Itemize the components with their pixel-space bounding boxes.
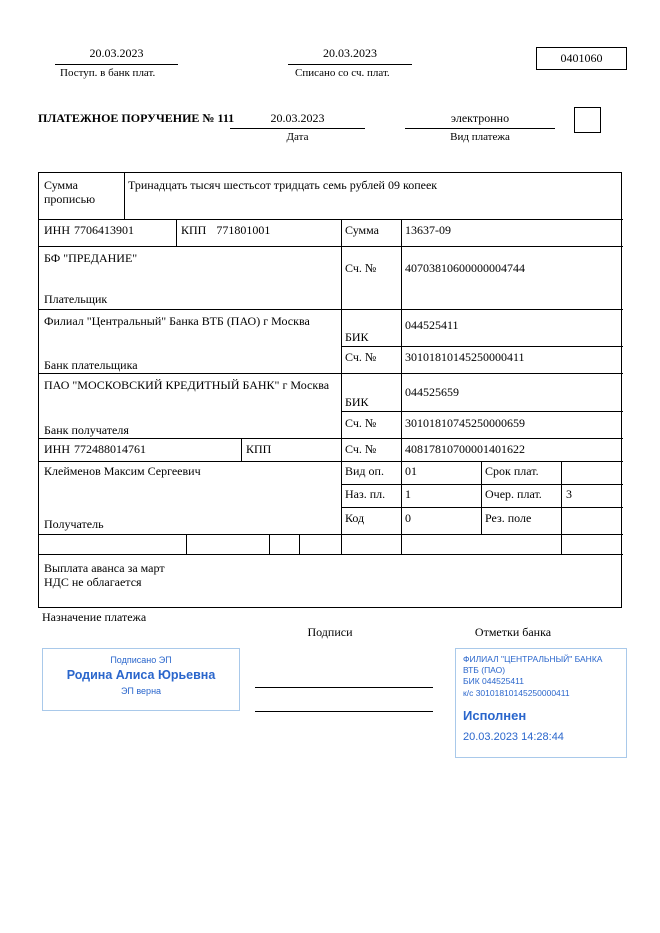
grid-line-v bbox=[176, 219, 177, 246]
payee-inn bbox=[44, 443, 146, 457]
grid-line-h bbox=[341, 346, 623, 347]
signatures-label: Подписи bbox=[307, 625, 353, 639]
grid-line-h bbox=[39, 219, 623, 220]
signature-stamp-bottom: ЭП верна bbox=[120, 686, 162, 696]
payer-kpp-label: КПП bbox=[181, 223, 207, 237]
payment-order-table bbox=[38, 172, 622, 608]
bank-stamp-branch-2: ВТБ (ПАО) bbox=[463, 665, 506, 676]
payer-account: 40703810600000004744 bbox=[405, 261, 525, 275]
grid-line-h bbox=[341, 484, 623, 485]
payer-bank-section-label: Банк плательщика bbox=[44, 358, 138, 372]
signature-stamp bbox=[42, 648, 240, 711]
amount-words-label-2: прописью bbox=[44, 192, 96, 206]
payer-kpp-value: 771801001 bbox=[216, 223, 271, 237]
payee-bank-bik-label: БИК bbox=[345, 395, 369, 409]
doc-date-label: Дата bbox=[286, 131, 309, 143]
sum-label: Сумма bbox=[345, 223, 379, 237]
grid-line-h bbox=[39, 554, 623, 555]
payee-bank-account-label: Сч. № bbox=[345, 416, 377, 430]
naz-pl-value: 1 bbox=[405, 487, 411, 501]
vid-op-value: 01 bbox=[405, 464, 417, 478]
grid-line-v bbox=[401, 219, 402, 554]
grid-line-v bbox=[186, 534, 187, 554]
payer-bank-account-label: Сч. № bbox=[345, 350, 377, 364]
payer-inn-value: 7706413901 bbox=[74, 223, 134, 237]
debited-date-line bbox=[288, 64, 412, 65]
payee-kpp-label: КПП bbox=[246, 442, 272, 456]
payee-section-label: Получатель bbox=[44, 517, 104, 531]
bank-marks-label: Отметки банка bbox=[474, 625, 552, 639]
purpose-line-2: НДС не облагается bbox=[44, 575, 142, 589]
payee-inn-label: ИНН bbox=[44, 442, 70, 456]
grid-line-h bbox=[39, 534, 623, 535]
grid-line-h bbox=[341, 411, 623, 412]
purpose-section-label: Назначение платежа bbox=[42, 610, 147, 624]
payer-bank-bik: 044525411 bbox=[405, 318, 459, 332]
payee-bank-section-label: Банк получателя bbox=[44, 423, 129, 437]
payee-account-label: Сч. № bbox=[345, 442, 377, 456]
rez-pole-label: Рез. поле bbox=[485, 511, 532, 525]
purpose-line-1: Выплата аванса за март bbox=[44, 561, 165, 575]
document-title: ПЛАТЕЖНОЕ ПОРУЧЕНИЕ № 111 bbox=[38, 111, 235, 125]
payee-inn-value: 772488014761 bbox=[74, 442, 146, 456]
payer-bank-name: Филиал "Центральный" Банка ВТБ (ПАО) г Москва bbox=[44, 314, 310, 328]
signature-line-2 bbox=[255, 711, 433, 712]
grid-line-h bbox=[341, 507, 623, 508]
grid-line-v bbox=[269, 534, 270, 554]
signature-stamp-top: Подписано ЭП bbox=[110, 655, 172, 665]
header-empty-box bbox=[574, 107, 601, 133]
grid-line-h bbox=[39, 461, 623, 462]
form-code: 0401060 bbox=[560, 51, 603, 65]
payee-name: Клейменов Максим Сергеевич bbox=[44, 464, 201, 478]
payee-account: 40817810700001401622 bbox=[405, 442, 525, 456]
grid-line-v bbox=[124, 173, 125, 219]
received-label: Поступ. в банк плат. bbox=[60, 67, 156, 79]
grid-line-v bbox=[299, 534, 300, 554]
received-date-line bbox=[55, 64, 178, 65]
bank-stamp-branch-1: ФИЛИАЛ "ЦЕНТРАЛЬНЫЙ" БАНКА bbox=[463, 654, 603, 664]
payer-account-label: Сч. № bbox=[345, 261, 377, 275]
payment-type: электронно bbox=[450, 111, 510, 125]
payer-inn bbox=[44, 224, 134, 238]
amount-in-words: Тринадцать тысяч шестьсот тридцать семь рублей 09 копеек bbox=[128, 178, 438, 192]
naz-pl-label: Наз. пл. bbox=[345, 487, 386, 501]
debited-date: 20.03.2023 bbox=[323, 46, 377, 60]
ocher-plat-value: 3 bbox=[566, 487, 572, 501]
payment-type-label: Вид платежа bbox=[450, 131, 510, 143]
grid-line-h bbox=[39, 246, 623, 247]
amount-words-label-1: Сумма bbox=[44, 178, 78, 192]
payer-name: БФ "ПРЕДАНИЕ" bbox=[44, 251, 138, 265]
grid-line-v bbox=[241, 438, 242, 461]
grid-line-v bbox=[561, 461, 562, 554]
grid-line-v bbox=[481, 461, 482, 534]
vid-op-label: Вид оп. bbox=[345, 464, 384, 478]
bank-stamp-corr-account: к/с 30101810145250000411 bbox=[463, 687, 570, 698]
kod-value: 0 bbox=[405, 511, 411, 525]
bank-stamp bbox=[455, 648, 627, 758]
signature-line-1 bbox=[255, 687, 433, 688]
srok-plat-label: Срок плат. bbox=[485, 464, 539, 478]
grid-line-v bbox=[341, 219, 342, 554]
payee-bank-bik: 044525659 bbox=[405, 385, 459, 399]
kod-label: Код bbox=[345, 511, 365, 525]
ocher-plat-label: Очер. плат. bbox=[485, 487, 542, 501]
debited-label: Списано со сч. плат. bbox=[295, 67, 390, 79]
payee-bank-account: 30101810745250000659 bbox=[405, 416, 525, 430]
sum-value: 13637-09 bbox=[405, 223, 451, 237]
payer-inn-label: ИНН bbox=[44, 223, 70, 237]
signer-name: Родина Алиса Юрьевна bbox=[66, 668, 216, 682]
doc-date: 20.03.2023 bbox=[270, 111, 325, 125]
payer-section-label: Плательщик bbox=[44, 292, 108, 306]
payer-bank-bik-label: БИК bbox=[345, 330, 369, 344]
bank-stamp-datetime: 20.03.2023 14:28:44 bbox=[463, 731, 564, 744]
bank-stamp-status: Исполнен bbox=[463, 707, 527, 723]
received-date: 20.03.2023 bbox=[89, 46, 144, 60]
bank-stamp-bik: БИК 044525411 bbox=[463, 676, 524, 687]
payer-kpp bbox=[181, 224, 270, 238]
grid-line-h bbox=[39, 373, 623, 374]
payee-bank-name: ПАО "МОСКОВСКИЙ КРЕДИТНЫЙ БАНК" г Москва bbox=[44, 378, 330, 392]
payment-type-line bbox=[405, 128, 555, 129]
grid-line-h bbox=[39, 309, 623, 310]
form-code-box bbox=[536, 47, 627, 70]
payer-bank-account: 30101810145250000411 bbox=[405, 350, 525, 364]
doc-date-line bbox=[230, 128, 365, 129]
grid-line-h bbox=[39, 438, 623, 439]
